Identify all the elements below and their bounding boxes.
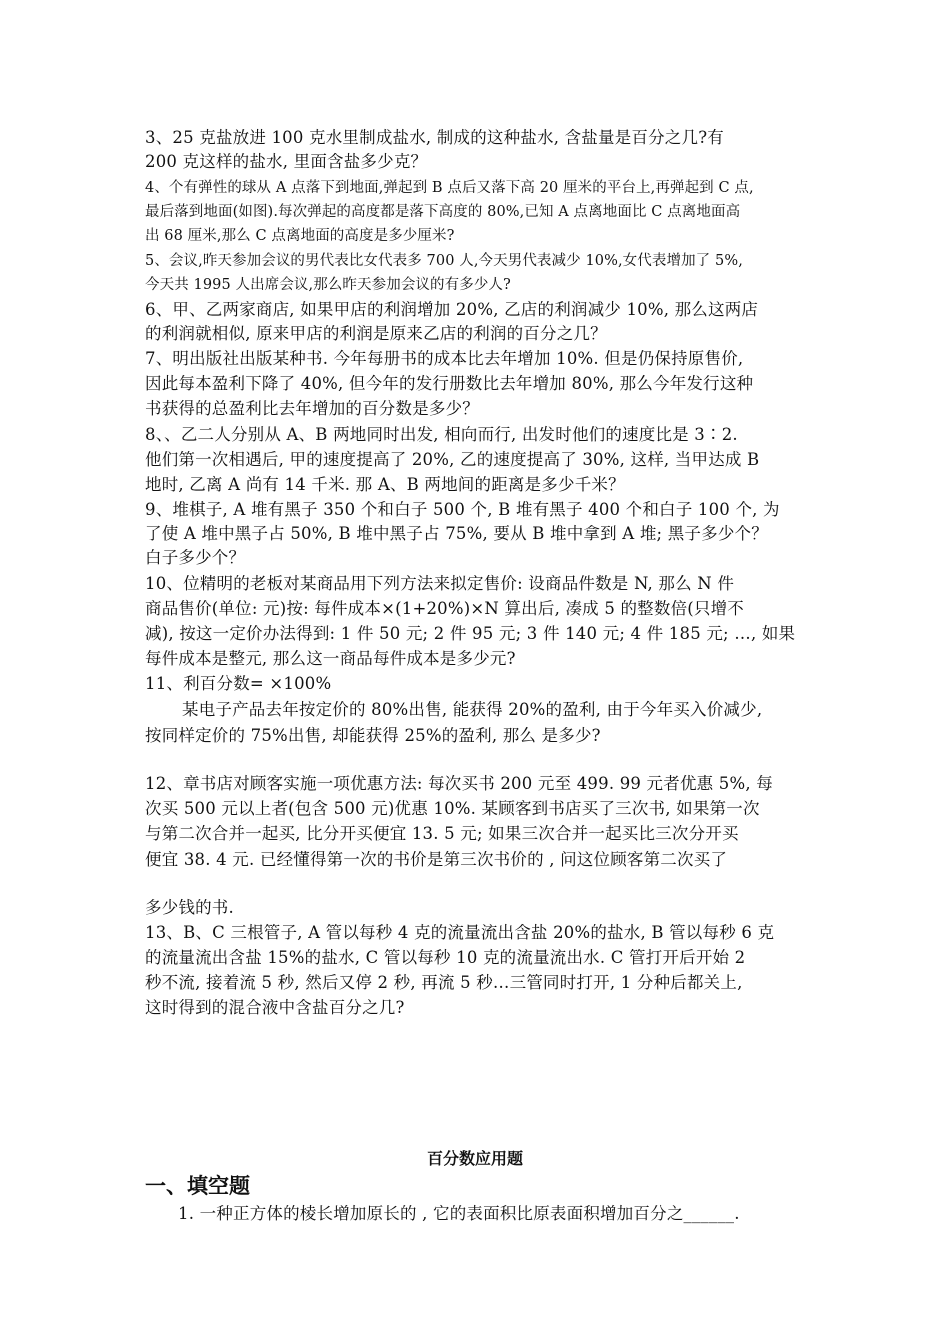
problem-line: 这时得到的混合液中含盐百分之几? bbox=[145, 998, 405, 1017]
problem-line: 某电子产品去年按定价的 80%出售, 能获得 20%的盈利, 由于今年买入价减少, bbox=[182, 700, 763, 719]
problem-line: 便宜 38. 4 元. 已经懂得第一次的书价是第三次书价的 , 问这位顾客第二次买了 bbox=[145, 850, 728, 869]
question-line: 1. 一种正方体的棱长增加原长的 , 它的表面积比原表面积增加百分之______. bbox=[178, 1204, 740, 1223]
problem-line: 与第二次合并一起买, 比分开买便宜 13. 5 元; 如果三次合并一起买比三次分开买 bbox=[145, 824, 739, 843]
problem-line: 8、、乙二人分别从 A、B 两地同时出发, 相向而行, 出发时他们的速度比是 3∶2. bbox=[145, 425, 738, 444]
problem-line: 减), 按这一定价办法得到: 1 件 50 元; 2 件 95 元; 3 件 140 元; 4 件 185 元; …, 如果 bbox=[145, 624, 796, 643]
page-title: 百分数应用题 bbox=[426, 1149, 523, 1168]
section-heading: 一、填空题 bbox=[145, 1174, 250, 1198]
problem-line: 的利润就相似, 原来甲店的利润是原来乙店的利润的百分之几？ bbox=[145, 324, 607, 343]
problem-line: 商品售价(单位: 元)按: 每件成本×(1+20%)×N 算出后, 凑成 5 的整数倍(只增不 bbox=[145, 599, 745, 618]
problem-line: 今天共 1995 人出席会议,那么昨天参加会议的有多少人? bbox=[145, 277, 511, 293]
problem-line: 12、章书店对顾客实施一项优惠方法: 每次买书 200 元至 499. 99 元者优惠 5%, 每 bbox=[145, 774, 773, 793]
problem-line: 7、明出版社出版某种书. 今年每册书的成本比去年增加 10%. 但是仍保持原售价, bbox=[145, 349, 744, 368]
problem-line: 4、个有弹性的球从 A 点落下到地面,弹起到 B 点后又落下高 20 厘米的平台上,再弹起到 C 点, bbox=[145, 180, 754, 196]
problem-line: 13、B、C 三根管子, A 管以每秒 4 克的流量流出含盐 20%的盐水, B 管以每秒 6 克 bbox=[145, 923, 775, 942]
problem-line: 秒不流, 接着流 5 秒, 然后又停 2 秒, 再流 5 秒…三管同时打开, 1 分种后都关上, bbox=[145, 973, 743, 992]
problem-line: 地时, 乙离 A 尚有 14 千米. 那 A、B 两地间的距离是多少千米？ bbox=[145, 475, 625, 494]
problem-line: 了使 A 堆中黑子占 50%, B 堆中黑子占 75%, 要从 B 堆中拿到 A 堆; 黑子多少个？ bbox=[145, 524, 768, 543]
problem-line: 出 68 厘米,那么 C 点离地面的高度是多少厘米? bbox=[145, 228, 455, 244]
problem-line: 因此每本盈利下降了 40%, 但今年的发行册数比去年增加 80%, 那么今年发行这种 bbox=[145, 374, 754, 393]
problem-line: 3、25 克盐放进 100 克水里制成盐水, 制成的这种盐水, 含盐量是百分之几?有 bbox=[145, 128, 724, 147]
problem-line: 按同样定价的 75%出售, 却能获得 25%的盈利, 那么 是多少? bbox=[145, 726, 601, 745]
problem-line: 10、位精明的老板对某商品用下列方法来拟定售价: 设商品件数是 N, 那么 N 件 bbox=[145, 574, 735, 593]
problem-line: 书获得的总盈利比去年增加的百分数是多少？ bbox=[145, 399, 479, 418]
problem-line: 11、利百分数= ×100% bbox=[145, 674, 332, 693]
problem-line: 9、堆棋子, A 堆有黑子 350 个和白子 500 个, B 堆有黑子 400 个和白子 100 个, 为 bbox=[145, 500, 780, 519]
problem-line: 最后落到地面(如图).每次弹起的高度都是落下高度的 80%,已知 A 点离地面比 C 点离地面高 bbox=[145, 204, 741, 220]
problem-line: 每件成本是整元, 那么这一商品每件成本是多少元? bbox=[145, 649, 516, 668]
problem-line: 次买 500 元以上者(包含 500 元)优惠 10%. 某顾客到书店买了三次书, 如果第一次 bbox=[145, 799, 760, 818]
problem-line: 多少钱的书. bbox=[145, 898, 234, 917]
problem-line: 6、甲、乙两家商店, 如果甲店的利润增加 20%, 乙店的利润减少 10%, 那么这两店 bbox=[145, 300, 759, 319]
problem-line: 白子多少个？ bbox=[145, 548, 246, 567]
problem-line: 他们第一次相遇后, 甲的速度提高了 20%, 乙的速度提高了 30%, 这样, 当甲达成 B bbox=[145, 450, 760, 469]
problem-line: 200 克这样的盐水, 里面含盐多少克？ bbox=[145, 152, 428, 171]
problem-line: 5、会议,昨天参加会议的男代表比女代表多 700 人,今天男代表减少 10%,女代表增加了 5%, bbox=[145, 253, 743, 269]
problem-line: 的流量流出含盐 15%的盐水, C 管以每秒 10 克的流量流出水. C 管打开后开始 2 bbox=[145, 948, 746, 967]
